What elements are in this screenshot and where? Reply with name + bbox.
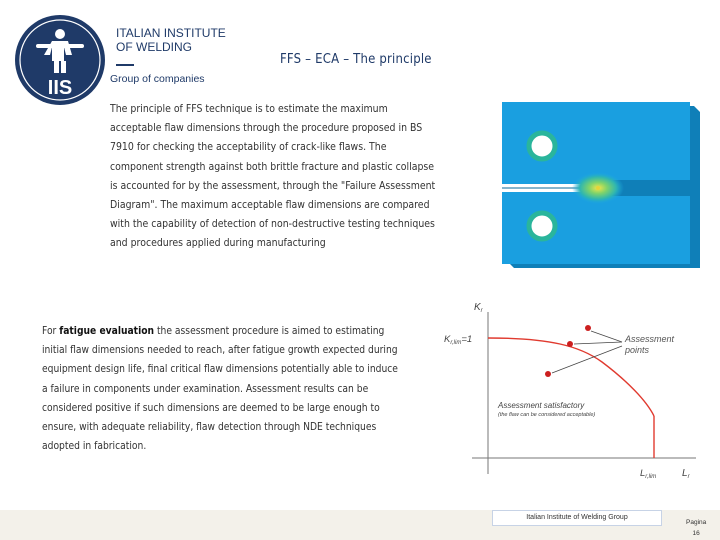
iis-logo	[14, 14, 106, 106]
fatigue-prefix: For	[42, 326, 60, 337]
institute-name-line1: ITALIAN INSTITUTE	[116, 26, 226, 40]
y-axis-label: $K_r$	[474, 302, 483, 314]
principle-paragraph: The principle of FFS technique is to estimate the maximum acceptable flaw dimensions through the procedure proposed in BS 7910 for checking the acceptability of crack-like flaws. The component strength against both brittle fracture and plastic collapse is accounted for by the assessment, through the "Failure Assessment Diagram". The maximum acceptable flaw dimensions are compared with the capability of detection of non-destructive testing techniques and procedures applied during manufacturing	[110, 104, 436, 250]
page-value: 16	[692, 530, 700, 537]
safe-region-note: (the flaw can be considered acceptable)	[498, 412, 596, 418]
safe-region-label: Assessment satisfactory	[498, 401, 585, 410]
assessment-points-label: Assessment points	[625, 334, 675, 355]
failure-assessment-diagram	[440, 300, 700, 488]
assessment-point	[545, 371, 551, 377]
fatigue-text: the assessment procedure is aimed to estimating initial flaw dimensions needed to reach, after fatigue growth expected during equipment design life, final critical flaw dimensions potentially able to induce a failure in components under examination. Assessment results can be considered positive if such dimensions are deemed to be large enough to ensure, with adequate reliability, flaw detection through NDE techniques adopted in fabrication.	[42, 326, 398, 453]
page-word: Pagina	[686, 519, 707, 526]
slide-title: FFS – ECA – The principle	[280, 52, 432, 67]
assessment-point	[585, 325, 591, 331]
institute-name-line2: OF WELDING	[116, 40, 193, 54]
fatigue-bold-term: fatigue evaluation	[59, 326, 155, 337]
institute-divider	[116, 64, 134, 66]
specimen-fea-image	[468, 100, 720, 272]
lr-limit-label: $L_{r,lim}$	[640, 468, 657, 480]
fatigue-paragraph	[42, 322, 406, 456]
institute-name	[116, 26, 246, 54]
assessment-point	[567, 341, 573, 347]
kr-limit-label: $K_{r,lim}=1$	[444, 334, 473, 346]
logo-text: IIS	[47, 77, 73, 99]
group-label: Group of companies	[110, 73, 205, 85]
x-axis-label: $L_r$	[682, 468, 690, 480]
page-number	[686, 517, 706, 539]
footer-org: Italian Institute of Welding Group	[492, 510, 662, 526]
